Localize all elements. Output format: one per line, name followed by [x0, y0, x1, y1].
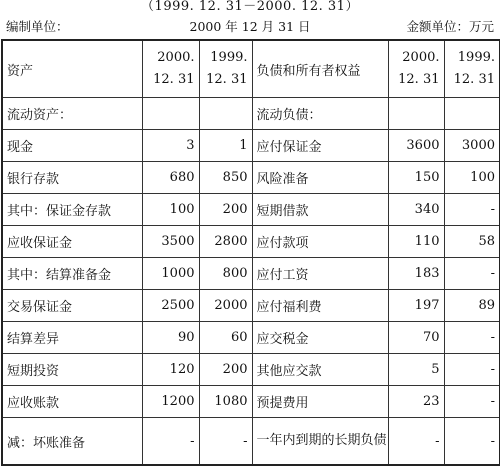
asset-label: 现金 — [2, 130, 142, 162]
asset-2000: 2500 — [142, 290, 199, 322]
table-row — [2, 290, 500, 322]
reporting-unit-label: 编制单位： — [6, 19, 69, 34]
header-row — [2, 40, 500, 98]
asset-2000 — [142, 98, 199, 130]
asset-label: 其中：结算准备金 — [2, 258, 142, 290]
liability-1999: 100 — [444, 162, 500, 194]
asset-1999: 800 — [199, 258, 252, 290]
asset-1999 — [199, 98, 252, 130]
asset-1999: 1 — [199, 130, 252, 162]
asset-label: 结算差异 — [2, 322, 142, 354]
asset-2000: 100 — [142, 194, 199, 226]
table-row — [2, 354, 500, 386]
liability-1999: - — [444, 322, 500, 354]
asset-1999: 2800 — [199, 226, 252, 258]
liability-label: 应交税金 — [252, 322, 388, 354]
liability-2000: 150 — [388, 162, 444, 194]
liability-1999: 89 — [444, 290, 500, 322]
table-row — [2, 226, 500, 258]
asset-1999: 2000 — [199, 290, 252, 322]
asset-2000: 90 — [142, 322, 199, 354]
liability-label: 应付福利费 — [252, 290, 388, 322]
liability-2000: 23 — [388, 386, 444, 418]
liability-1999: - — [444, 354, 500, 386]
liability-1999: - — [444, 386, 500, 418]
asset-2000: 3 — [142, 130, 199, 162]
asset-1999: 60 — [199, 322, 252, 354]
liability-1999: - — [444, 194, 500, 226]
asset-label: 银行存款 — [2, 162, 142, 194]
balance-sheet-table — [1, 39, 500, 466]
liability-1999: - — [444, 258, 500, 290]
liability-1999: 58 — [444, 226, 500, 258]
liability-label: 一年内到期的长期负债 — [252, 418, 388, 466]
asset-label: 交易保证金 — [2, 290, 142, 322]
liability-2000: - — [388, 418, 444, 466]
report-date: 2000 年 12 月 31 日 — [189, 19, 311, 34]
liability-2000: 5 — [388, 354, 444, 386]
liability-2000: 110 — [388, 226, 444, 258]
liability-label: 其他应交款 — [252, 354, 388, 386]
asset-label: 流动资产： — [2, 98, 142, 130]
liabilities-header: 负债和所有者权益 — [252, 40, 388, 98]
asset-1999: 200 — [199, 354, 252, 386]
asset-1999: 1080 — [199, 386, 252, 418]
asset-2000: 1000 — [142, 258, 199, 290]
liability-2000 — [388, 98, 444, 130]
col-2000-header-assets: 2000. 12. 31 — [142, 40, 199, 98]
liability-2000: 197 — [388, 290, 444, 322]
table-row — [2, 98, 500, 130]
asset-2000: 680 — [142, 162, 199, 194]
table-row — [2, 162, 500, 194]
asset-2000: 3500 — [142, 226, 199, 258]
liability-2000: 70 — [388, 322, 444, 354]
liability-2000: 3600 — [388, 130, 444, 162]
asset-1999: 850 — [199, 162, 252, 194]
table-row — [2, 418, 500, 466]
liability-2000: 183 — [388, 258, 444, 290]
asset-label: 短期投资 — [2, 354, 142, 386]
liability-label: 应付保证金 — [252, 130, 388, 162]
liability-label: 应付款项 — [252, 226, 388, 258]
asset-label: 应收账款 — [2, 386, 142, 418]
table-row — [2, 194, 500, 226]
asset-label: 其中：保证金存款 — [2, 194, 142, 226]
asset-1999: 200 — [199, 194, 252, 226]
table-row — [2, 130, 500, 162]
col-1999-header-assets: 1999. 12. 31 — [199, 40, 252, 98]
assets-header: 资产 — [2, 40, 142, 98]
liability-1999: 3000 — [444, 130, 500, 162]
liability-1999 — [444, 98, 500, 130]
asset-2000: 120 — [142, 354, 199, 386]
liability-label: 短期借款 — [252, 194, 388, 226]
table-row — [2, 258, 500, 290]
amount-unit: 金额单位：万元 — [406, 19, 494, 34]
liability-label: 流动负债： — [252, 98, 388, 130]
asset-label: 应收保证金 — [2, 226, 142, 258]
liability-label: 预提费用 — [252, 386, 388, 418]
col-1999-header-liab: 1999. 12. 31 — [444, 40, 500, 98]
liability-label: 应付工资 — [252, 258, 388, 290]
report-period: （1999. 12. 31－2000. 12. 31） — [141, 0, 359, 14]
liability-1999: - — [444, 418, 500, 466]
liability-2000: 340 — [388, 194, 444, 226]
col-2000-header-liab: 2000. 12. 31 — [388, 40, 444, 98]
asset-2000: 1200 — [142, 386, 199, 418]
report-meta — [0, 18, 500, 36]
asset-2000: - — [142, 418, 199, 466]
asset-1999: - — [199, 418, 252, 466]
liability-label: 风险准备 — [252, 162, 388, 194]
table-row — [2, 322, 500, 354]
table-row — [2, 386, 500, 418]
asset-label: 减：坏账准备 — [2, 418, 142, 466]
